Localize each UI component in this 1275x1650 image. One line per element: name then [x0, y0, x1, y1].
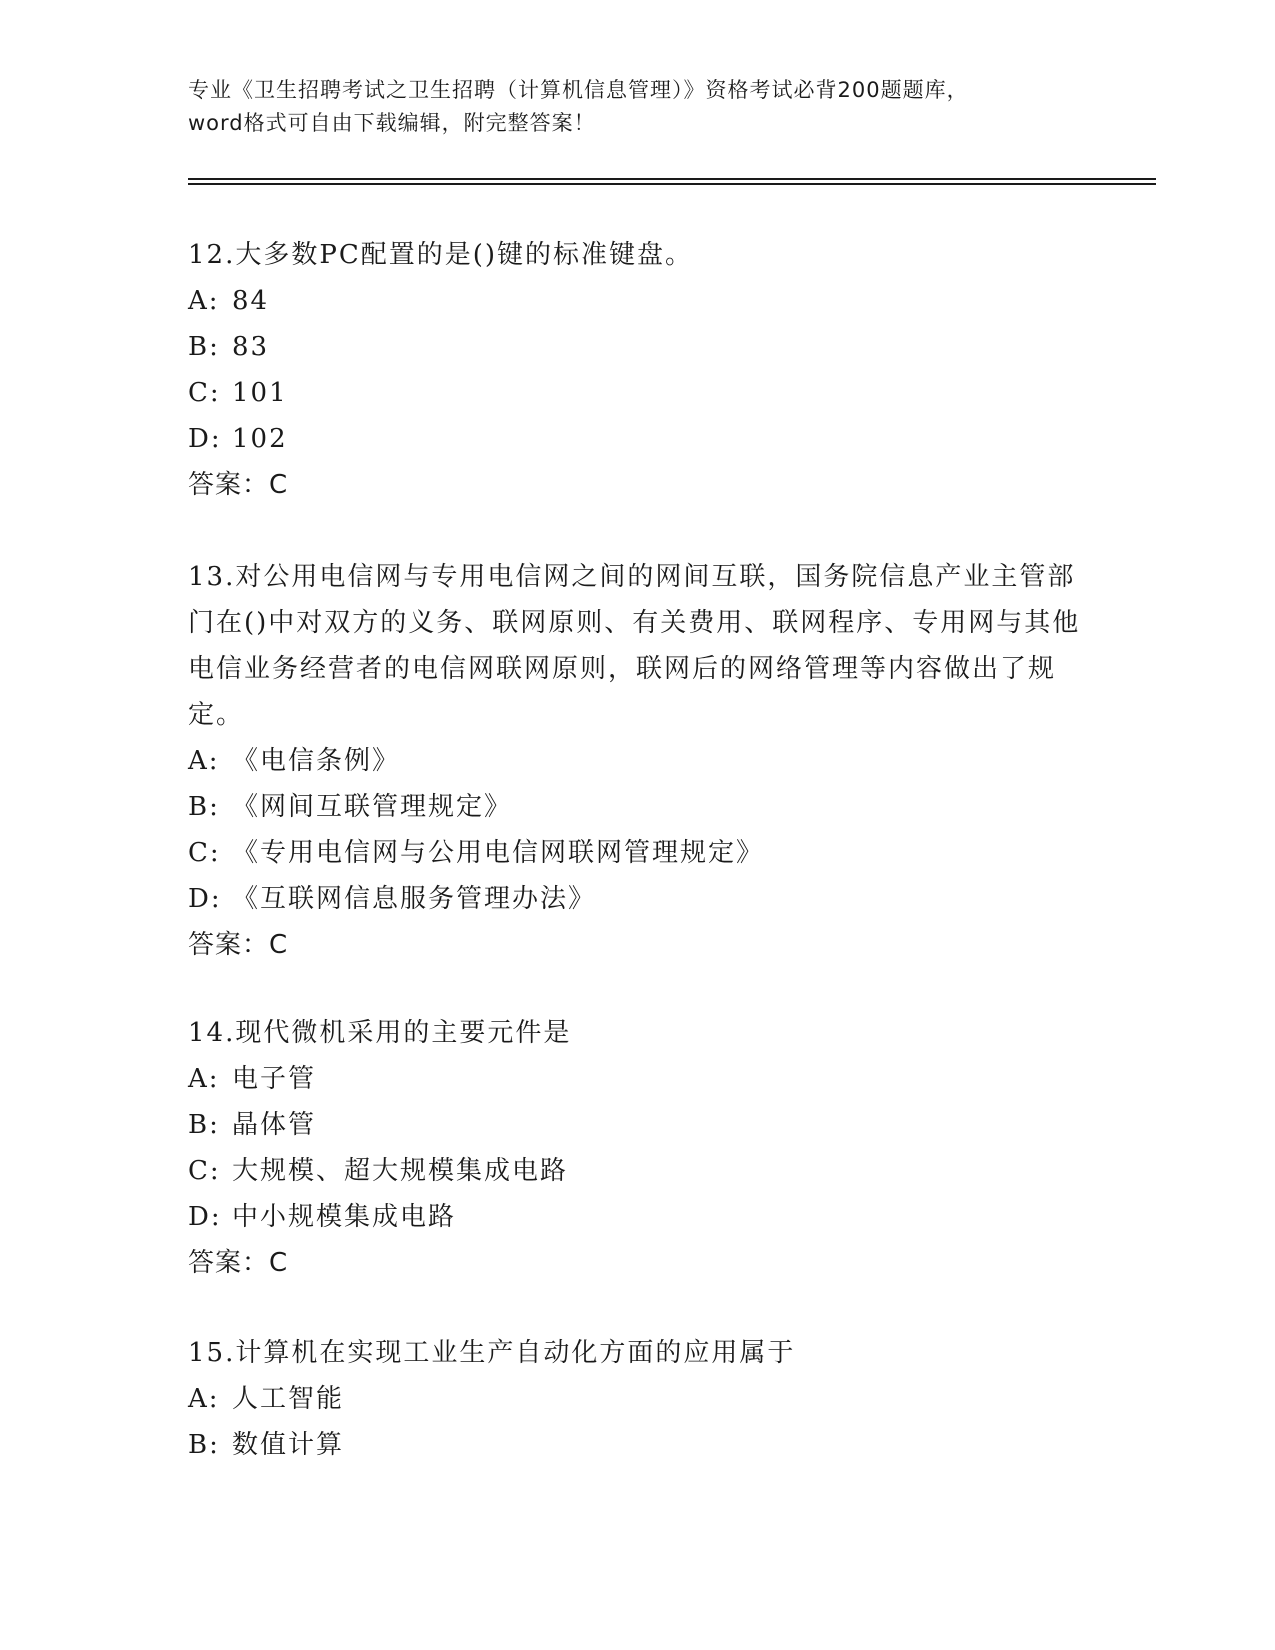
option-text: 晶体管	[232, 1110, 317, 1140]
option-text: 电子管	[232, 1064, 317, 1094]
option-letter: D:	[188, 884, 222, 914]
option-letter: C:	[188, 378, 221, 408]
question-stem: 15.计算机在实现工业生产自动化方面的应用属于	[188, 1338, 796, 1368]
option-text: 83	[232, 332, 270, 362]
option-b	[188, 784, 1088, 830]
option-a	[188, 738, 1088, 784]
option-letter: A:	[188, 1384, 220, 1414]
question-14	[188, 1010, 1088, 1286]
option-letter: D:	[188, 1202, 222, 1232]
option-text: 84	[232, 286, 270, 316]
option-d	[188, 876, 1088, 922]
option-text: 《互联网信息服务管理办法》	[232, 884, 597, 914]
question-stem: 13.对公用电信网与专用电信网之间的网间互联，国务院信息产业主管部门在()中对双方的义务、联网原则、有关费用、联网程序、专用网与其他电信业务经营者的电信网联网原则，联网后的网络管理等内容做出了规定。	[188, 562, 1081, 730]
option-text: 中小规模集成电路	[232, 1202, 457, 1232]
header-divider-bottom	[188, 183, 1156, 185]
answer-line: 答案：C	[188, 930, 289, 960]
option-text: 《电信条例》	[232, 746, 401, 776]
option-a	[188, 1376, 1088, 1422]
answer-line: 答案：C	[188, 1248, 289, 1278]
option-letter: B:	[188, 1430, 220, 1460]
option-text: 《网间互联管理规定》	[232, 792, 513, 822]
option-c	[188, 370, 1088, 416]
option-text: 人工智能	[232, 1384, 345, 1414]
question-13	[188, 554, 1088, 968]
header-line-1: 专业《卫生招聘考试之卫生招聘（计算机信息管理）》资格考试必背200题题库，	[188, 78, 969, 102]
option-b	[188, 324, 1088, 370]
option-text: 102	[232, 424, 288, 454]
option-letter: A:	[188, 746, 220, 776]
option-d	[188, 1194, 1088, 1240]
document-header	[188, 74, 1088, 140]
option-a	[188, 278, 1088, 324]
header-divider-top	[188, 178, 1156, 180]
question-15	[188, 1330, 1088, 1468]
option-text: 大规模、超大规模集成电路	[232, 1156, 569, 1186]
option-letter: B:	[188, 332, 220, 362]
answer-line: 答案：C	[188, 470, 289, 500]
option-c	[188, 1148, 1088, 1194]
option-text: 数值计算	[232, 1430, 345, 1460]
header-line-2: word格式可自由下载编辑，附完整答案！	[188, 111, 596, 135]
question-stem: 12.大多数PC配置的是()键的标准键盘。	[188, 240, 694, 270]
option-letter: A:	[188, 286, 220, 316]
option-letter: A:	[188, 1064, 220, 1094]
option-letter: B:	[188, 1110, 220, 1140]
option-letter: C:	[188, 838, 221, 868]
option-letter: B:	[188, 792, 220, 822]
option-letter: D:	[188, 424, 222, 454]
option-b	[188, 1422, 1088, 1468]
option-a	[188, 1056, 1088, 1102]
option-text: 《专用电信网与公用电信网联网管理规定》	[232, 838, 765, 868]
question-12	[188, 232, 1088, 508]
option-b	[188, 1102, 1088, 1148]
option-d	[188, 416, 1088, 462]
option-text: 101	[232, 378, 288, 408]
option-c	[188, 830, 1088, 876]
option-letter: C:	[188, 1156, 221, 1186]
question-stem: 14.现代微机采用的主要元件是	[188, 1018, 572, 1048]
